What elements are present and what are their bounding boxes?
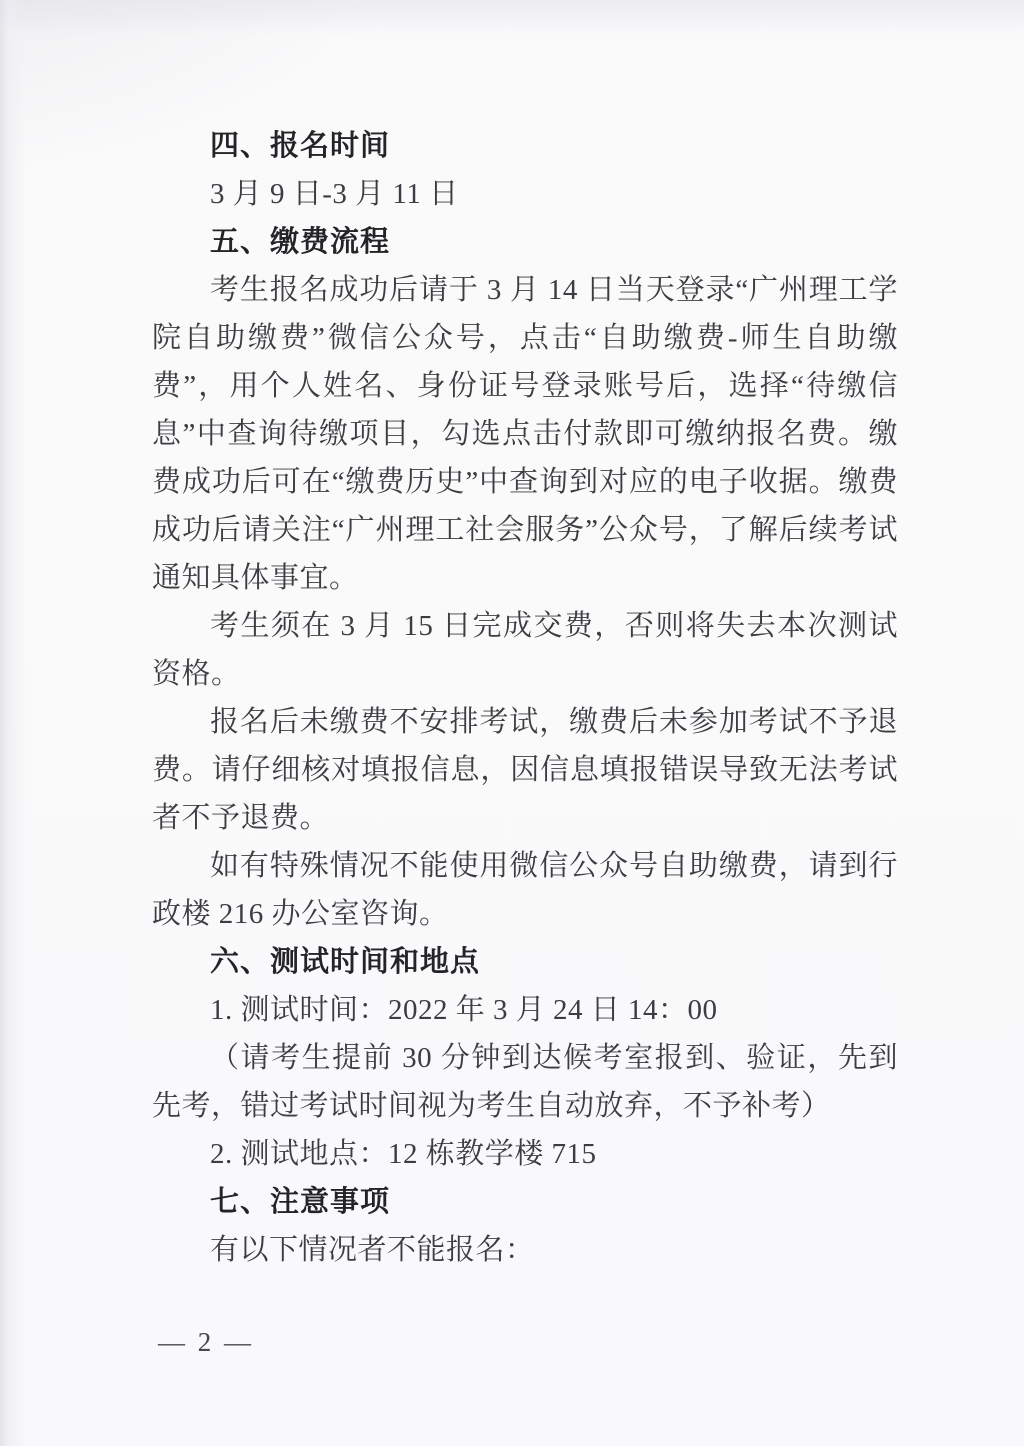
paragraph-payment-deadline: 考生须在 3 月 15 日完成交费，否则将失去本次测试资格。 (152, 610, 898, 690)
paragraph-test-arrival-note: （请考生提前 30 分钟到达候考室报到、验证，先到先考，错过考试时间视为考生自动放弃，不予补考） (152, 1042, 898, 1122)
document-body (152, 122, 898, 1274)
top-edge-scan-shadow (0, 0, 1024, 34)
paragraph-refund-policy: 报名后未缴费不安排考试，缴费后未参加考试不予退费。请仔细核对填报信息，因信息填报错误导致无法考试者不予退费。 (152, 706, 898, 834)
paragraph-registration-dates: 3 月 9 日-3 月 11 日 (210, 178, 459, 210)
paragraph-test-time: 1. 测试时间：2022 年 3 月 24 日 14：00 (210, 994, 718, 1026)
left-edge-scan-shadow (0, 0, 26, 1446)
paragraph-test-location: 2. 测试地点：12 栋教学楼 715 (210, 1138, 597, 1170)
heading-registration-time: 四、报名时间 (210, 130, 391, 162)
heading-payment-process: 五、缴费流程 (210, 226, 391, 258)
heading-test-time-location: 六、测试时间和地点 (210, 946, 481, 978)
paragraph-special-cases: 如有特殊情况不能使用微信公众号自助缴费，请到行政楼 216 办公室咨询。 (152, 850, 898, 930)
paragraph-notes-intro: 有以下情况者不能报名： (210, 1234, 535, 1266)
paragraph-payment-instructions: 考生报名成功后请于 3 月 14 日当天登录“广州理工学院自助缴费”微信公众号，点击“自助缴费-师生自助缴费”，用个人姓名、身份证号登录账号后，选择“待缴信息”中查询待缴项目，勾选点击付款即可缴纳报名费。缴费成功后可在“缴费历史”中查询到对应的电子收据。缴费成功后请关注“广州理工社会服务”公众号，了解后续考试通知具体事宜。 (152, 274, 898, 594)
page-number: — 2 — (158, 1327, 254, 1357)
heading-notes: 七、注意事项 (210, 1186, 391, 1218)
